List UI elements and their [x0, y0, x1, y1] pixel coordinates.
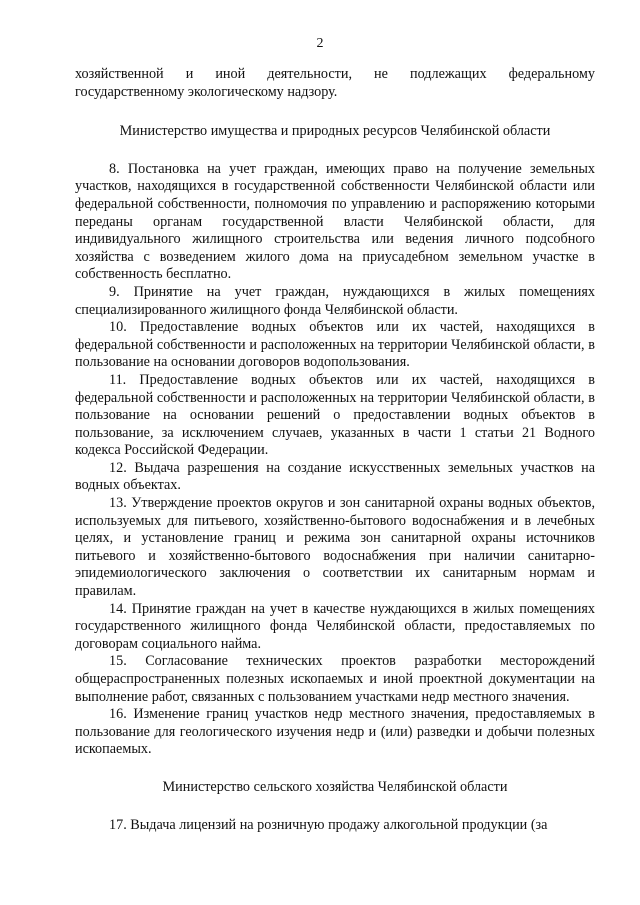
page-number: 2 — [316, 36, 324, 51]
list-item-8: 8. Постановка на учет граждан, имеющих право на получение земельных участков, находящихся в государственной собственности Челябинской области или федеральной собственности, полномочия по управлению и распоряжению которыми переданы органам государственной власти Челябинской области, для индивидуального жилищного строительства или ведения личного подсобного хозяйства с возведением жилого дома на приусадебном земельном участке в собственность бесплатно. — [75, 160, 595, 283]
list-item-13: 13. Утверждение проектов округов и зон санитарной охраны водных объектов, используемых для питьевого, хозяйственно-бытового водоснабжения и в лечебных целях, и установление границ и режима зон санитарной охраны источников питьевого и хозяйственно-бытового водоснабжения при наличии санитарно-эпидемиологического заключения о соответствии их санитарным нормам и правилам. — [75, 495, 595, 600]
section-heading-agriculture-ministry: Министерство сельского хозяйства Челябинской области — [162, 778, 508, 795]
list-item-16: 16. Изменение границ участков недр местного значения, предоставляемых в пользование для геологического изучения недр и (или) разведки и добычи полезных ископаемых. — [75, 706, 595, 758]
list-item-17: 17. Выдача лицензий на розничную продажу алкогольной продукции (за — [109, 816, 548, 833]
document-body — [75, 66, 595, 834]
list-item-15: 15. Согласование технических проектов разработки месторождений общераспространенных полезных ископаемых и иной проектной документации на выполнение работ, связанных с пользованием участками недр местного значения. — [75, 653, 595, 705]
list-item-9: 9. Принятие на учет граждан, нуждающихся в жилых помещениях специализированного жилищного фонда Челябинской области. — [75, 283, 595, 318]
intro-paragraph: хозяйственной и иной деятельности, не подлежащих федеральному государственному экологическому надзору. — [75, 66, 595, 100]
list-item-10: 10. Предоставление водных объектов или их частей, находящихся в федеральной собственности и расположенных на территории Челябинской области, в пользование на основании договоров водопользования. — [75, 319, 595, 371]
list-item-12: 12. Выдача разрешения на создание искусственных земельных участков на водных объектах. — [75, 459, 595, 494]
list-item-14: 14. Принятие граждан на учет в качестве нуждающихся в жилых помещениях государственного жилищного фонда Челябинской области, предоставляемых по договорам социального найма. — [75, 600, 595, 652]
section-heading-property-ministry: Министерство имущества и природных ресурсов Челябинской области — [119, 123, 551, 140]
list-item-11: 11. Предоставление водных объектов или их частей, находящихся в федеральной собственности и расположенных на территории Челябинской области, в пользование на основании решений о предоставлении водных объектов в пользование, за исключением случаев, указанных в части 1 статьи 21 Водного кодекса Российской Федерации. — [75, 371, 595, 459]
